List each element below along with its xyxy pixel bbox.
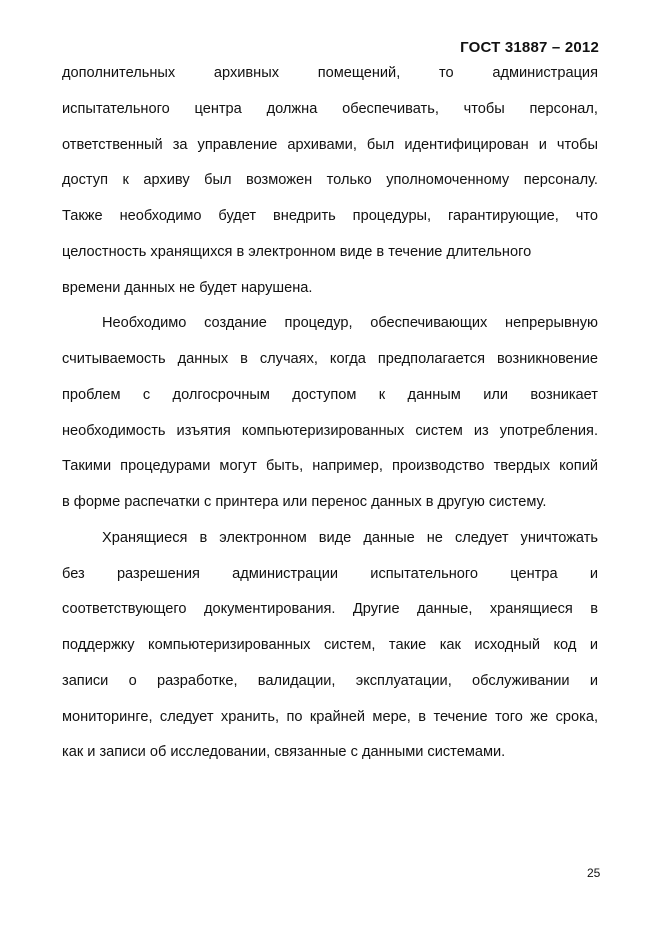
- text-line: необходимость изъятия компьютеризированных систем из употребления.: [62, 422, 598, 439]
- text-line: в форме распечатки с принтера или перенос данных в другую систему.: [62, 494, 547, 510]
- text-line: считываемость данных в случаях, когда предполагается возникновение: [62, 351, 598, 367]
- text-line: Также необходимо будет внедрить процедуры, гарантирующие, что: [62, 208, 598, 224]
- document-header: ГОСТ 31887 – 2012: [460, 39, 599, 56]
- text-line: поддержку компьютеризированных систем, такие как исходный код и: [62, 637, 598, 653]
- text-line: целостность хранящихся в электронном виде в течение длительного: [62, 243, 532, 260]
- text-line: мониторинге, следует хранить, по крайней мере, в течение того же срока,: [62, 708, 598, 725]
- text-line: как и записи об исследовании, связанные с данными системами.: [62, 744, 506, 761]
- text-line: соответствующего документирования. Другие данные, хранящиеся в: [62, 601, 598, 618]
- text-line: ответственный за управление архивами, был идентифицирован и чтобы: [62, 136, 598, 153]
- text-line: без разрешения администрации испытательного центра и: [62, 565, 598, 582]
- text-line: проблем с долгосрочным доступом к данным или возникает: [62, 386, 598, 403]
- text-line: Хранящиеся в электронном виде данные не следует уничтожать: [102, 529, 598, 546]
- text-line: Необходимо создание процедур, обеспечивающих непрерывную: [102, 315, 598, 332]
- text-line: дополнительных архивных помещений, то администрация: [62, 65, 598, 81]
- text-line: доступ к архиву был возможен только уполномоченному персоналу.: [62, 172, 598, 189]
- text-line: испытательного центра должна обеспечивать, чтобы персонал,: [62, 100, 598, 117]
- text-line: Такими процедурами могут быть, например, производство твердых копий: [62, 458, 598, 475]
- document-body: [62, 60, 598, 775]
- text-line: записи о разработке, валидации, эксплуатации, обслуживании и: [62, 672, 598, 689]
- text-line: времени данных не будет нарушена.: [62, 279, 313, 296]
- page-number: 25: [587, 866, 601, 880]
